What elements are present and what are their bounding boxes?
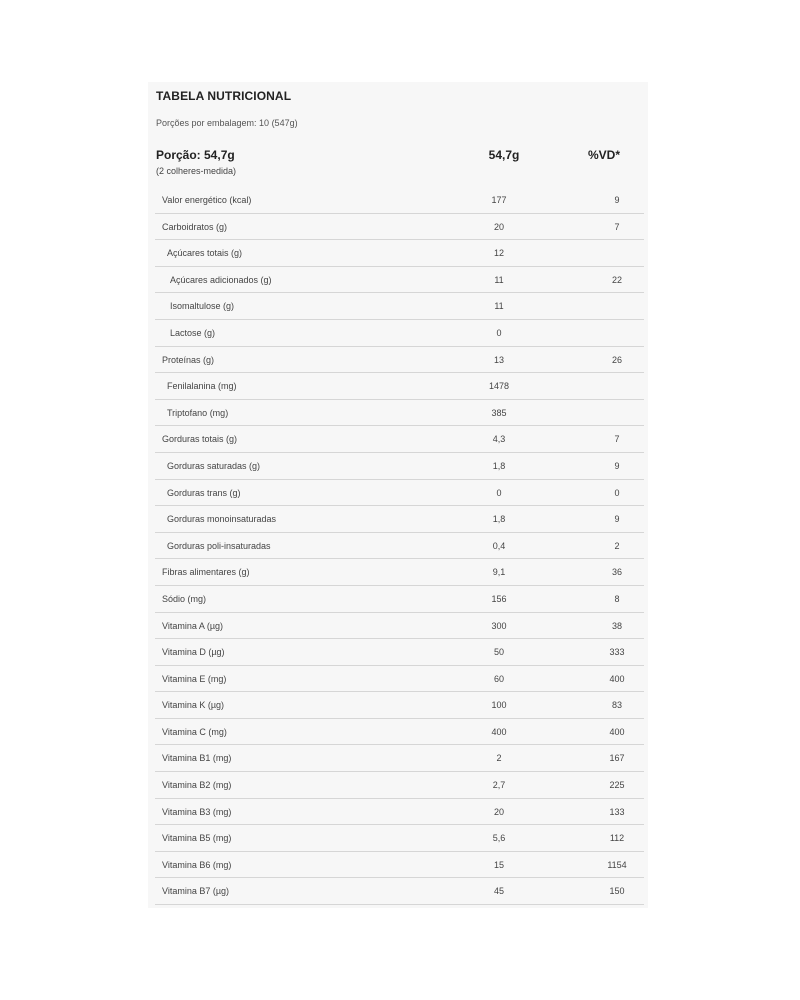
nutrient-amount: 15: [493, 859, 504, 870]
table-row: [155, 586, 644, 613]
nutrient-daily-value: 9: [614, 460, 620, 471]
table-row: [155, 320, 644, 347]
nutrient-amount: 385: [491, 407, 507, 418]
nutrient-daily-value: 7: [614, 434, 620, 445]
nutrient-daily-value: 167: [609, 753, 625, 764]
nutrient-amount: 400: [491, 726, 507, 737]
nutrient-name: Vitamina B7 (µg): [162, 886, 230, 897]
table-row: [155, 852, 644, 879]
nutrient-daily-value: 333: [609, 647, 625, 658]
nutrient-name: Fenilalanina (mg): [167, 381, 237, 392]
nutrient-name: Fibras alimentares (g): [162, 567, 250, 578]
table-title: TABELA NUTRICIONAL: [156, 89, 292, 103]
nutrient-daily-value: 9: [614, 195, 620, 205]
nutrient-amount: 100: [491, 700, 507, 711]
nutrient-name: Açúcares totais (g): [167, 248, 243, 259]
table-row: [155, 559, 644, 586]
nutrient-name: Gorduras trans (g): [167, 487, 241, 498]
nutrient-daily-value: 1154: [607, 859, 627, 870]
nutrient-amount: 11: [494, 301, 504, 312]
nutrient-daily-value: 400: [609, 726, 625, 737]
table-row: [155, 426, 644, 453]
nutrient-name: Gorduras monoinsaturadas: [167, 514, 277, 525]
servings-per-package: Porções por embalagem: 10 (547g): [156, 118, 298, 128]
nutrient-daily-value: 22: [611, 274, 622, 285]
nutrient-amount: 13: [493, 354, 504, 365]
nutrient-daily-value: 9: [614, 514, 620, 525]
nutrient-name: Vitamina B5 (mg): [162, 833, 232, 844]
table-row: [155, 772, 644, 799]
nutrient-daily-value: 8: [614, 593, 620, 604]
nutrient-daily-value: 7: [614, 221, 620, 232]
table-row: [155, 506, 644, 533]
table-row: [155, 639, 644, 666]
table-row: [155, 799, 644, 826]
nutrient-name: Isomaltulose (g): [170, 301, 235, 312]
table-row: [155, 878, 644, 905]
nutrient-name: Lactose (g): [170, 327, 216, 338]
nutrient-amount: 20: [493, 806, 504, 817]
table-row: [155, 214, 644, 241]
table-row: [155, 533, 644, 560]
table-row: [155, 480, 644, 507]
nutrient-name: Vitamina D (µg): [162, 647, 225, 658]
nutrient-name: Vitamina B2 (mg): [162, 780, 232, 791]
table-row: [155, 825, 644, 852]
nutrient-name: Gorduras totais (g): [162, 434, 238, 445]
nutrient-name: Vitamina B6 (mg): [162, 859, 232, 870]
nutrient-amount: 60: [493, 673, 504, 684]
nutrient-amount: 2: [496, 753, 502, 764]
nutrient-daily-value: 400: [609, 673, 625, 684]
table-row: [155, 719, 644, 746]
nutrient-daily-value: 36: [611, 567, 622, 578]
nutrient-amount: 45: [493, 886, 504, 897]
nutrient-name: Valor energético (kcal): [162, 195, 252, 205]
nutrient-amount: 11: [494, 274, 504, 285]
nutrient-amount: 2,7: [492, 780, 506, 791]
nutrient-amount: 9,1: [492, 567, 506, 578]
table-row: [155, 692, 644, 719]
nutrient-name: Vitamina C (mg): [162, 726, 227, 737]
nutrient-name: Vitamina E (mg): [162, 673, 227, 684]
nutrient-amount: 50: [493, 647, 504, 658]
table-row: [155, 347, 644, 374]
table-row: [155, 400, 644, 427]
nutrient-amount: 4,3: [492, 434, 506, 445]
nutrient-daily-value: 26: [611, 354, 622, 365]
nutrient-name: Vitamina B3 (mg): [162, 806, 232, 817]
table-row: [155, 240, 644, 267]
nutrient-name: Carboidratos (g): [162, 221, 228, 232]
nutrient-daily-value: 0: [614, 487, 620, 498]
nutrient-name: Vitamina B1 (mg): [162, 753, 232, 764]
table-row: [155, 453, 644, 480]
table-row: [155, 373, 644, 400]
nutrient-name: Vitamina K (µg): [162, 700, 225, 711]
column-header-amount: 54,7g: [488, 148, 520, 162]
portion-measure: (2 colheres-medida): [156, 166, 237, 176]
nutrient-amount: 300: [491, 620, 507, 631]
nutrient-daily-value: 38: [611, 620, 622, 631]
nutrient-daily-value: 150: [609, 886, 625, 897]
nutrient-amount: 156: [491, 593, 507, 604]
nutrient-amount: 0,4: [492, 540, 506, 551]
nutrient-amount: 0: [496, 327, 502, 338]
nutrient-name: Sódio (mg): [162, 593, 207, 604]
nutrient-amount: 1,8: [492, 460, 506, 471]
nutrient-name: Proteínas (g): [162, 354, 215, 365]
nutrient-amount: 5,6: [492, 833, 506, 844]
nutrient-daily-value: 83: [611, 700, 622, 711]
table-row: [155, 613, 644, 640]
nutrient-amount: 12: [493, 248, 504, 259]
nutrient-name: Gorduras saturadas (g): [167, 460, 261, 471]
nutrient-amount: 0: [496, 487, 502, 498]
nutrient-daily-value: 2: [614, 540, 620, 551]
nutrient-amount: 1478: [488, 381, 510, 392]
nutrient-amount: 1,8: [492, 514, 506, 525]
table-row: [155, 267, 644, 294]
nutrient-daily-value: 133: [609, 806, 625, 817]
column-header-daily-value: %VD*: [587, 148, 620, 162]
table-row: [155, 293, 644, 320]
nutrient-amount: 177: [491, 195, 507, 205]
nutrient-daily-value: 225: [609, 780, 625, 791]
nutrient-name: Vitamina A (µg): [162, 620, 224, 631]
nutrient-amount: 20: [493, 221, 504, 232]
nutrient-name: Açúcares adicionados (g): [170, 274, 272, 285]
nutrient-rows: [155, 187, 644, 905]
table-row: [155, 187, 644, 214]
table-row: [155, 666, 644, 693]
nutrient-name: Gorduras poli-insaturadas: [167, 540, 271, 551]
portion-label: Porção: 54,7g: [156, 148, 235, 162]
nutrient-name: Triptofano (mg): [167, 407, 229, 418]
nutrient-daily-value: 112: [609, 833, 625, 844]
table-row: [155, 745, 644, 772]
